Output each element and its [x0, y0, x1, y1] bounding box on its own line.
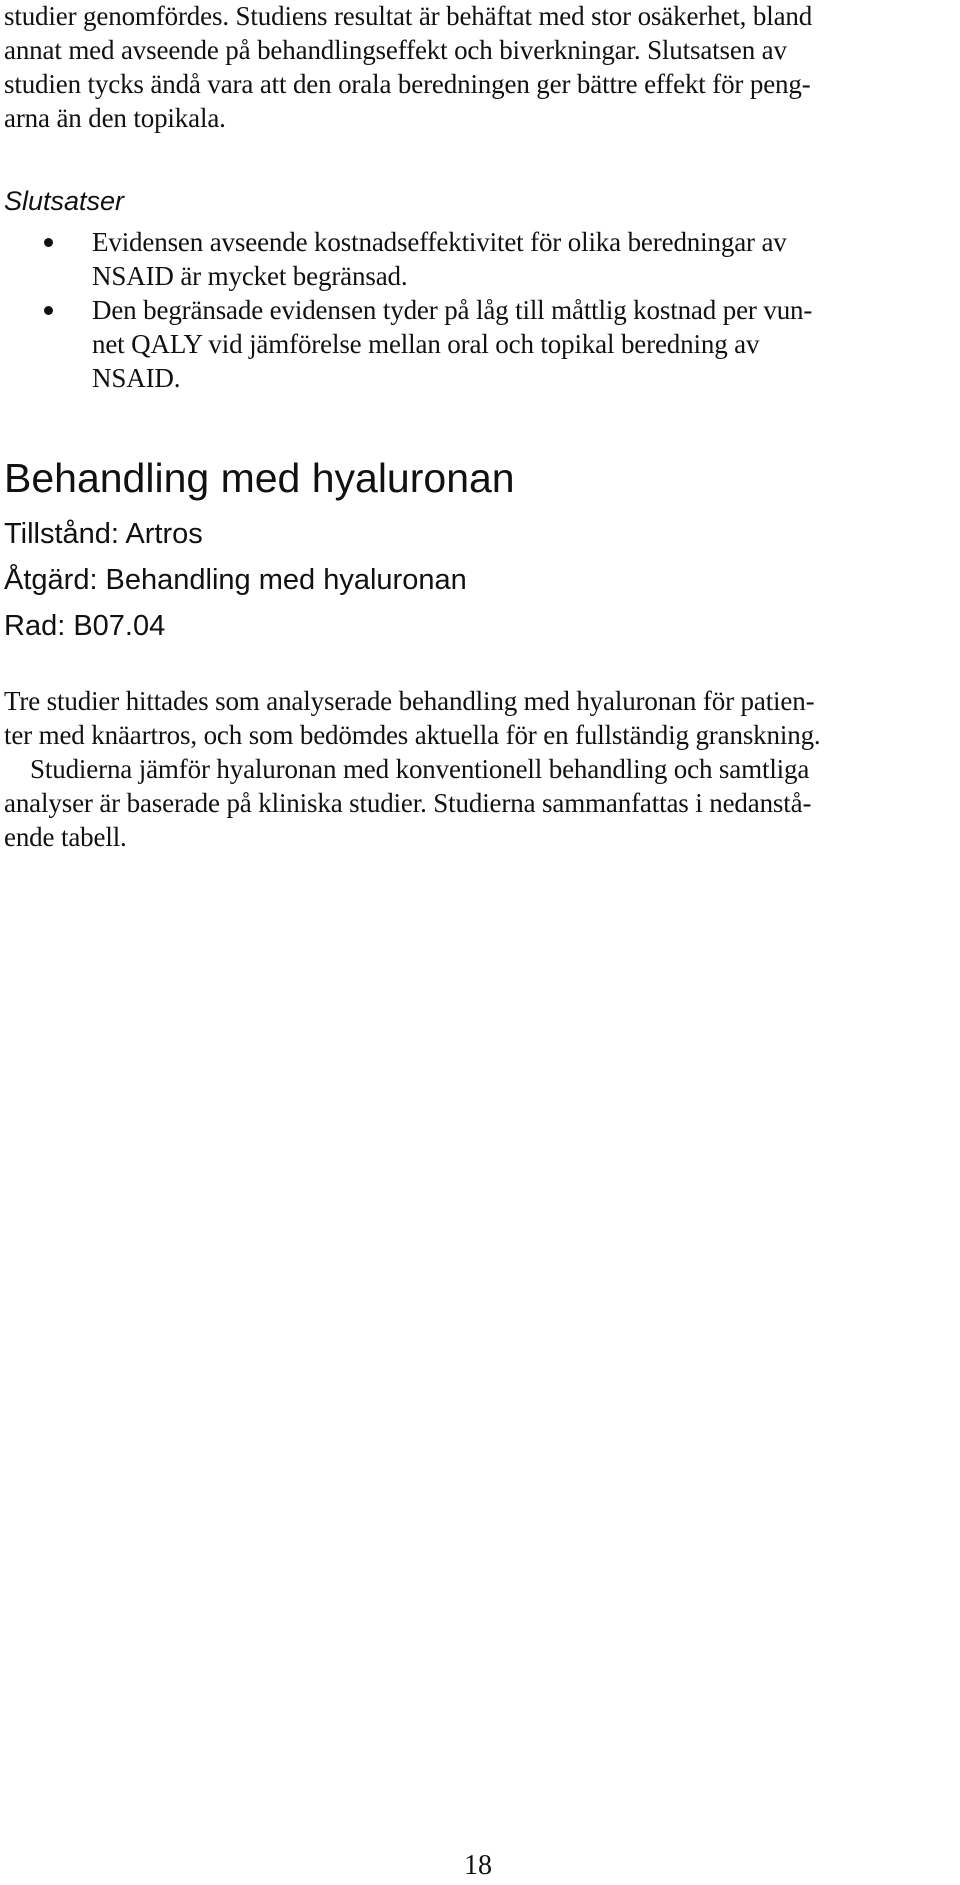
body-line-5: ende tabell.: [4, 822, 127, 852]
bullet-icon: [44, 306, 53, 315]
conclusions-heading: Slutsatser: [4, 186, 125, 216]
page-number: 18: [464, 1850, 492, 1881]
body-line-4: analyser är baserade på kliniska studier. Studierna sammanfattas i nedanstå-: [4, 788, 812, 818]
conclusion-item-1-line-2: NSAID är mycket begränsad.: [92, 261, 408, 291]
measure-line: Åtgärd: Behandling med hyaluronan: [4, 564, 467, 596]
bullet-icon: [44, 238, 53, 247]
body-line-3: Studierna jämför hyaluronan med konventionell behandling och samtliga: [30, 754, 810, 784]
body-line-1: Tre studier hittades som analyserade behandling med hyaluronan för patien-: [4, 686, 815, 716]
intro-line-2: annat med avseende på behandlingseffekt och biverkningar. Slutsatsen av: [4, 35, 787, 65]
conclusion-item-2-line-3: NSAID.: [92, 363, 181, 393]
conclusion-item-2-line-2: net QALY vid jämförelse mellan oral och topikal beredning av: [92, 329, 760, 359]
intro-line-3: studien tycks ändå vara att den orala beredningen ger bättre effekt för peng-: [4, 69, 811, 99]
body-line-2: ter med knäartros, och som bedömdes aktuella för en fullständig granskning.: [4, 720, 821, 750]
intro-line-1: studier genomfördes. Studiens resultat är behäftat med stor osäkerhet, bland: [4, 1, 813, 31]
intro-line-4: arna än den topikala.: [4, 103, 226, 133]
section-title: Behandling med hyaluronan: [4, 455, 515, 501]
row-line: Rad: B07.04: [4, 610, 166, 642]
condition-line: Tillstånd: Artros: [4, 518, 203, 550]
conclusion-item-1-line-1: Evidensen avseende kostnadseffektivitet för olika beredningar av: [92, 227, 787, 257]
conclusion-item-2-line-1: Den begränsade evidensen tyder på låg till måttlig kostnad per vun-: [92, 295, 813, 325]
